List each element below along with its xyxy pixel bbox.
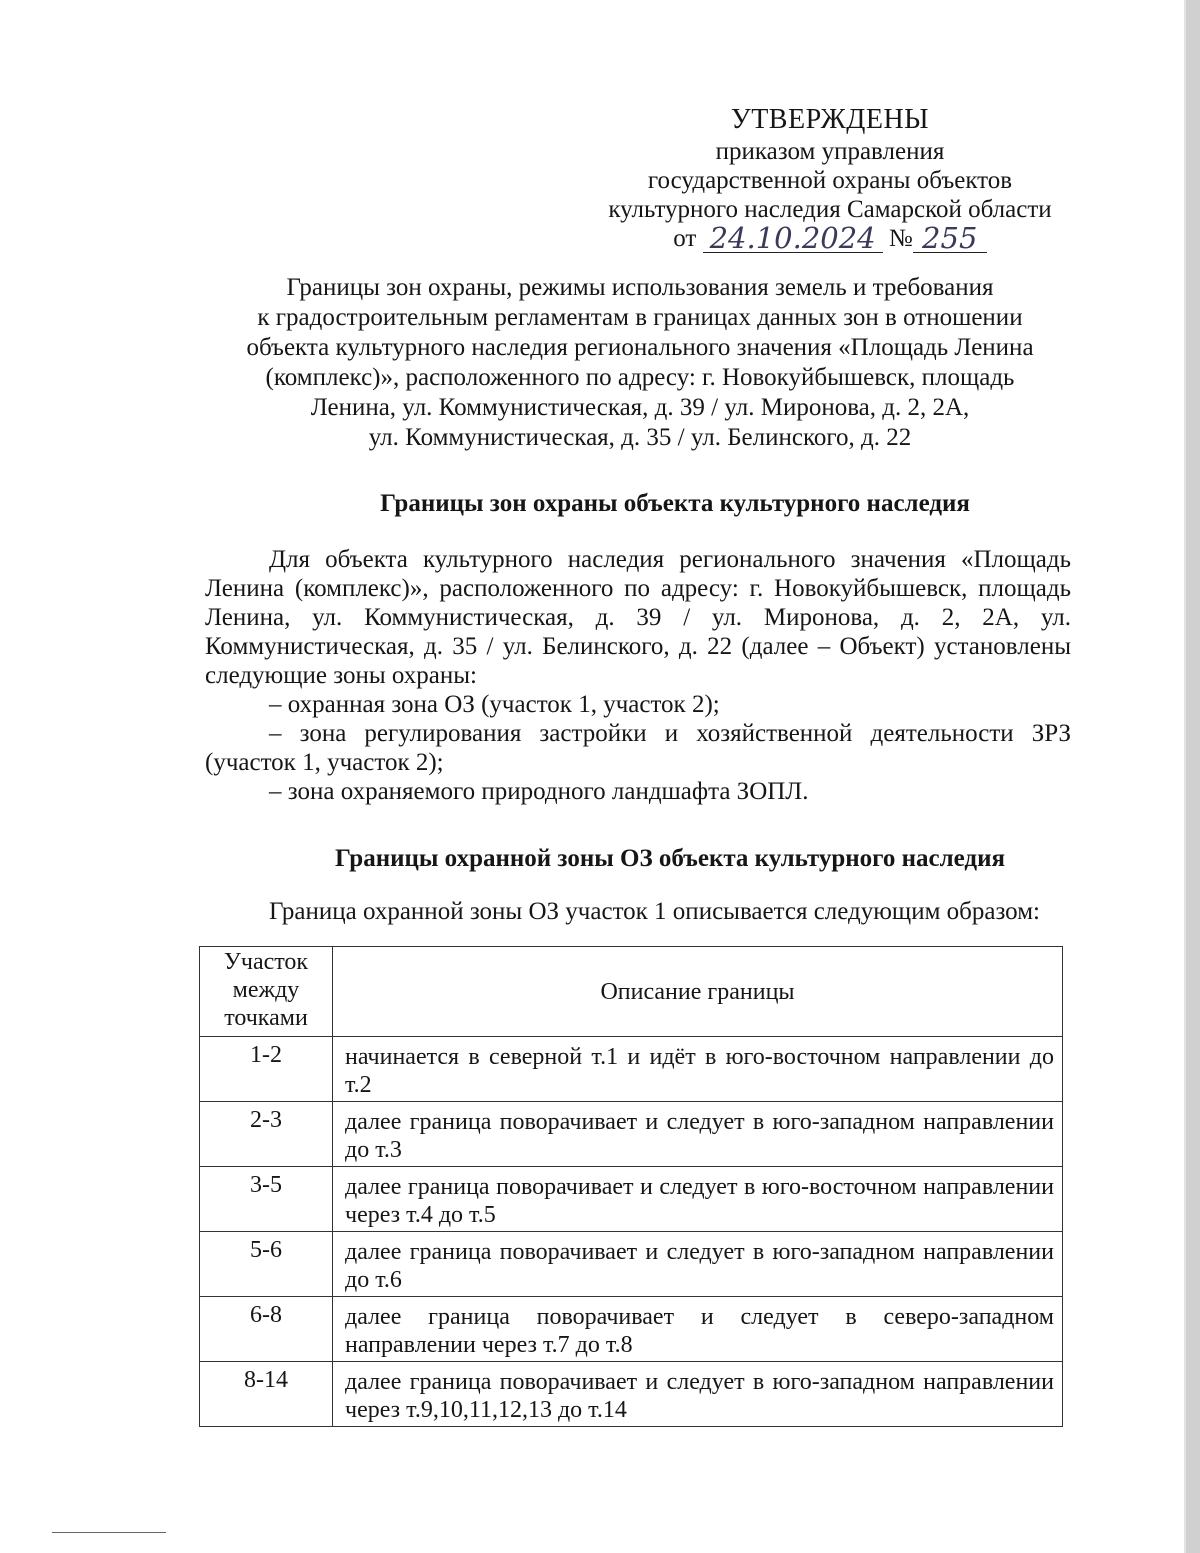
table-row bbox=[200, 1102, 1063, 1167]
title-line: Ленина, ул. Коммунистическая, д. 39 / ул. Миронова, д. 2, 2А, bbox=[310, 394, 970, 421]
description-cell: далее граница поворачивает и следует в юго-восточном направлении через т.4 до т.5 bbox=[333, 1167, 1063, 1232]
table-header-row bbox=[200, 947, 1063, 1037]
title-line: Границы зон охраны, режимы использования земель и требования bbox=[286, 274, 994, 301]
segment-cell: 2-3 bbox=[200, 1102, 333, 1167]
table-row bbox=[200, 1297, 1063, 1362]
document-title bbox=[220, 273, 1060, 453]
section-2-heading: Границы охранной зоны ОЗ объекта культурного наследия bbox=[334, 845, 1006, 872]
approval-stamp-block bbox=[580, 105, 1080, 253]
section-1-heading: Границы зон охраны объекта культурного наследия bbox=[380, 490, 970, 517]
header-description: Описание границы bbox=[333, 947, 1063, 1037]
table-row bbox=[200, 1362, 1063, 1427]
segment-cell: 6-8 bbox=[200, 1297, 333, 1362]
approval-line-3: культурного наследия Самарской области bbox=[608, 196, 1052, 223]
date-prefix: от bbox=[673, 225, 697, 252]
header-segment: Участок между точками bbox=[200, 947, 333, 1037]
segment-cell: 8-14 bbox=[200, 1362, 333, 1427]
description-cell: далее граница поворачивает и следует в юго-западном направлении через т.9,10,11,12,13 до т.14 bbox=[333, 1362, 1063, 1427]
section-2-body bbox=[205, 897, 1071, 926]
description-cell: начинается в северной т.1 и идёт в юго-восточном направлении до т.2 bbox=[333, 1037, 1063, 1102]
boundary-table bbox=[199, 946, 1063, 1427]
approval-date-number-line bbox=[580, 221, 1080, 255]
description-cell: далее граница поворачивает и следует в юго-западном направлении до т.6 bbox=[333, 1232, 1063, 1297]
table-row bbox=[200, 1037, 1063, 1102]
title-line: объекта культурного наследия регионального значения «Площадь Ленина bbox=[246, 334, 1034, 361]
zone-list-item: – зона охраняемого природного ландшафта ЗОПЛ. bbox=[269, 778, 809, 805]
description-cell: далее граница поворачивает и следует в юго-западном направлении до т.3 bbox=[333, 1102, 1063, 1167]
table-row bbox=[200, 1167, 1063, 1232]
segment-cell: 3-5 bbox=[200, 1167, 333, 1232]
approval-line-2: государственной охраны объектов bbox=[647, 167, 1013, 194]
segment-cell: 1-2 bbox=[200, 1037, 333, 1102]
approval-line-1: приказом управления bbox=[715, 138, 945, 165]
segment-cell: 5-6 bbox=[200, 1232, 333, 1297]
table-row bbox=[200, 1232, 1063, 1297]
zone-list-item: – охранная зона ОЗ (участок 1, участок 2); bbox=[269, 691, 720, 718]
footnote-rule bbox=[52, 1532, 166, 1533]
scan-gray-strip bbox=[1186, 0, 1200, 1553]
handwritten-date: 24.10.2024 bbox=[703, 224, 883, 253]
number-prefix: № bbox=[888, 225, 913, 252]
handwritten-number: 255 bbox=[913, 224, 987, 253]
title-line: к градостроительным регламентам в границах данных зон в отношении bbox=[257, 304, 1023, 331]
section-1-intro: Для объекта культурного наследия регионального значения «Площадь Ленина (комплекс)», расположенного по адресу: г. Новокуйбышевск, площадь Ленина, ул. Коммунистическая, д. 39 / ул. Миронова, д. 2, 2А, ул. Коммунистическая, д. 35 / ул. Белинского, д. 22 (далее – Объект) установлены следующие зоны охраны: bbox=[205, 546, 1071, 689]
description-cell: далее граница поворачивает и следует в северо-западном направлении через т.7 до т.8 bbox=[333, 1297, 1063, 1362]
approval-title: УТВЕРЖДЕНЫ bbox=[730, 104, 930, 135]
title-line: ул. Коммунистическая, д. 35 / ул. Белинского, д. 22 bbox=[368, 424, 912, 451]
section-2-intro: Граница охранной зоны ОЗ участок 1 описывается следующим образом: bbox=[269, 898, 1040, 925]
title-line: (комплекс)», расположенного по адресу: г. Новокуйбышевск, площадь bbox=[265, 364, 1015, 391]
section-1-body bbox=[205, 545, 1071, 806]
zone-list-item: – зона регулирования застройки и хозяйственной деятельности ЗРЗ (участок 1, участок 2); bbox=[205, 720, 1071, 776]
